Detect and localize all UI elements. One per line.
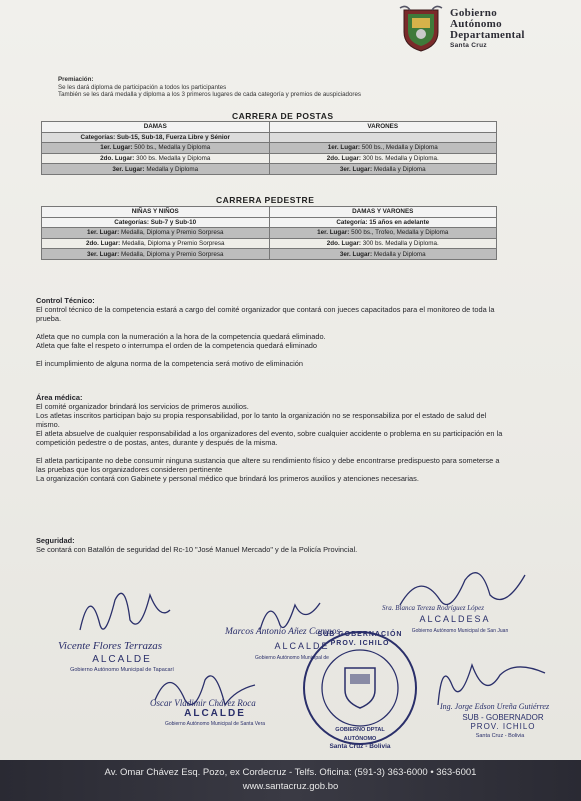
postas-title: CARRERA DE POSTAS <box>232 111 334 121</box>
pedestre-col-ninos: NIÑAS Y NIÑOS <box>42 207 270 218</box>
pedestre-row3-right: 3er. Lugar: Medalla y Diploma <box>269 249 497 260</box>
pedestre-cat-ninos: Categorías: Sub-7 y Sub-10 <box>42 217 270 228</box>
postas-row1-left: 1er. Lugar: 500 bs., Medalla y Diploma <box>42 143 270 154</box>
table-row <box>42 164 497 175</box>
control-p3: Atleta que falte el respeto o interrumpa el orden de la competencia quedará eliminado <box>36 341 318 350</box>
postas-row3-right: 3er. Lugar: Medalla y Diploma <box>269 164 497 175</box>
premiacion-section <box>58 76 498 99</box>
control-title: Control Técnico: <box>36 296 95 305</box>
premiacion-line-2: También se les dará medalla y diploma a los 3 primeros lugares de cada categoría y premios de auspiciadores <box>58 91 362 99</box>
medica-p2: Los atletas inscritos participan bajo su propia responsabilidad, por lo tanto la organización no se responsabiliza por el estado de salud del mismo. <box>36 411 487 429</box>
postas-categories: Categorías: Sub-15, Sub-18, Fuerza Libre y Sénior <box>42 132 270 143</box>
signature-2-org: Gobierno Autónomo Municipal de <box>255 655 329 661</box>
postas-col-varones: VARONES <box>269 122 497 133</box>
postas-table <box>41 121 497 175</box>
pedestre-row3-left: 3er. Lugar: Medalla, Diploma y Premio Sorpresa <box>42 249 270 260</box>
coat-of-arms-icon <box>398 4 444 52</box>
postas-row2-left: 2do. Lugar: 300 bs. Medalla y Diploma <box>42 153 270 164</box>
seguridad-section <box>36 536 506 554</box>
table-row <box>42 143 497 154</box>
header-line-3: Departamental <box>450 29 525 41</box>
table-row <box>42 249 497 260</box>
table-row <box>42 228 497 239</box>
signature-2-role: ALCALDE <box>274 641 330 651</box>
postas-row3-left: 3er. Lugar: Medalla y Diploma <box>42 164 270 175</box>
seal-inner-text: GOBIERNO DPTAL AUTÓNOMO <box>335 727 385 742</box>
signature-5-role: SUB - GOBERNADOR <box>462 713 544 722</box>
medica-p5: La organización contará con Gabinete y personal médico que brindará los primeros auxilios y atenciones necesarias. <box>36 474 419 483</box>
medica-section <box>36 393 506 483</box>
signature-5-prov: PROV. ICHILO <box>470 722 536 731</box>
pedestre-table <box>41 206 497 260</box>
seguridad-p1: Se contará con Batallón de seguridad del Rc-10 "José Manuel Mercado" y de la Policía Provincial. <box>36 545 358 554</box>
seal-bottom-text: Santa Cruz - Bolivia <box>329 743 391 750</box>
seal-text: SUB GOBERNACIÓN PROV. ICHILO <box>317 631 403 647</box>
footer-website-link[interactable]: www.santacruz.gob.bo <box>242 781 339 792</box>
pedestre-row2-right: 2do. Lugar: 300 bs. Medalla y Diploma. <box>269 238 497 249</box>
postas-col-damas: DAMAS <box>42 122 270 133</box>
pedestre-cat-adultos: Categoría: 15 años en adelante <box>269 217 497 228</box>
signature-3-org: Gobierno Autónomo Municipal de Santa Vera <box>164 721 266 727</box>
pedestre-row2-left: 2do. Lugar: Medalla, Diploma y Premio Sorpresa <box>42 238 270 249</box>
header-line-1: Gobierno <box>450 7 498 19</box>
control-p2: Atleta que no cumpla con la numeración a la hora de la competencia quedará eliminado. <box>36 332 326 341</box>
header-location: Santa Cruz <box>450 42 487 49</box>
header-line-2: Autónomo <box>450 18 502 30</box>
signature-1-name: Vicente Flores Terrazas <box>58 640 163 652</box>
footer-address: Av. Omar Chávez Esq. Pozo, ex Cordecruz - Telfs. Oficina: (591-3) 363-6000 • 363-6001 <box>104 767 477 778</box>
pedestre-col-adultos: DAMAS Y VARONES <box>269 207 497 218</box>
control-section <box>36 296 506 368</box>
table-row <box>42 153 497 164</box>
signature-1-org: Gobierno Autónomo Municipal de Tapacarí <box>70 667 174 673</box>
medica-p3: El atleta absuelve de cualquier responsabilidad a los organizadores del evento, sobre cualquier accidente o problema en su participación en la competición pedestre o de postas, antes, durante y después de la misma. <box>36 429 503 447</box>
medica-title: Área médica: <box>36 393 83 402</box>
government-header <box>450 8 560 50</box>
premiacion-line-1: Se les dará diploma de participación a todos los participantes <box>58 83 227 91</box>
signature-2-name: Marcos Antonio Añez Campos <box>225 627 341 637</box>
signature-3-name: Oscar Vladimir Chávez Roca <box>150 698 256 708</box>
control-p1: El control técnico de la competencia estará a cargo del comité organizador que contará con jueces capacitados para el monitoreo de toda la prueba. <box>36 305 495 323</box>
pedestre-row1-right: 1er. Lugar: 500 bs., Trofeo, Medalla y Diploma <box>269 228 497 239</box>
signature-4-role: ALCALDESA <box>419 614 491 624</box>
signature-5-name: Ing. Jorge Edson Ureña Gutiérrez <box>440 702 550 711</box>
postas-categories-blank <box>269 132 497 143</box>
control-p4: El incumplimiento de alguna norma de la competencia será motivo de eliminación <box>36 359 304 368</box>
medica-p1: El comité organizador brindará los servicios de primeros auxilios. <box>36 402 249 411</box>
seguridad-title: Seguridad: <box>36 536 75 545</box>
signature-4-org: Gobierno Autónomo Municipal de San Juan <box>411 628 509 634</box>
premiacion-title: Premiación: <box>58 76 94 83</box>
pedestre-row1-left: 1er. Lugar: Medalla, Diploma y Premio Sorpresa <box>42 228 270 239</box>
table-row <box>42 238 497 249</box>
footer-bar <box>0 760 581 801</box>
signature-5-location: Santa Cruz - Bolivia <box>475 733 525 739</box>
signature-1-role: ALCALDE <box>92 654 152 665</box>
medica-p4: El atleta participante no debe consumir ninguna sustancia que altere su rendimiento físico y debe encontrarse predispuesto para someterse a las pruebas que los organizadores consideren pertinente <box>36 456 500 474</box>
pedestre-title: CARRERA PEDESTRE <box>216 195 315 205</box>
postas-row1-right: 1er. Lugar: 500 bs., Medalla y Diploma <box>269 143 497 154</box>
postas-row2-right: 2do. Lugar: 300 bs. Medalla y Diploma. <box>269 153 497 164</box>
signature-3-role: ALCALDE <box>184 708 246 719</box>
signature-4-name: Sra. Blanca Tereza Rodríguez López <box>382 604 484 612</box>
